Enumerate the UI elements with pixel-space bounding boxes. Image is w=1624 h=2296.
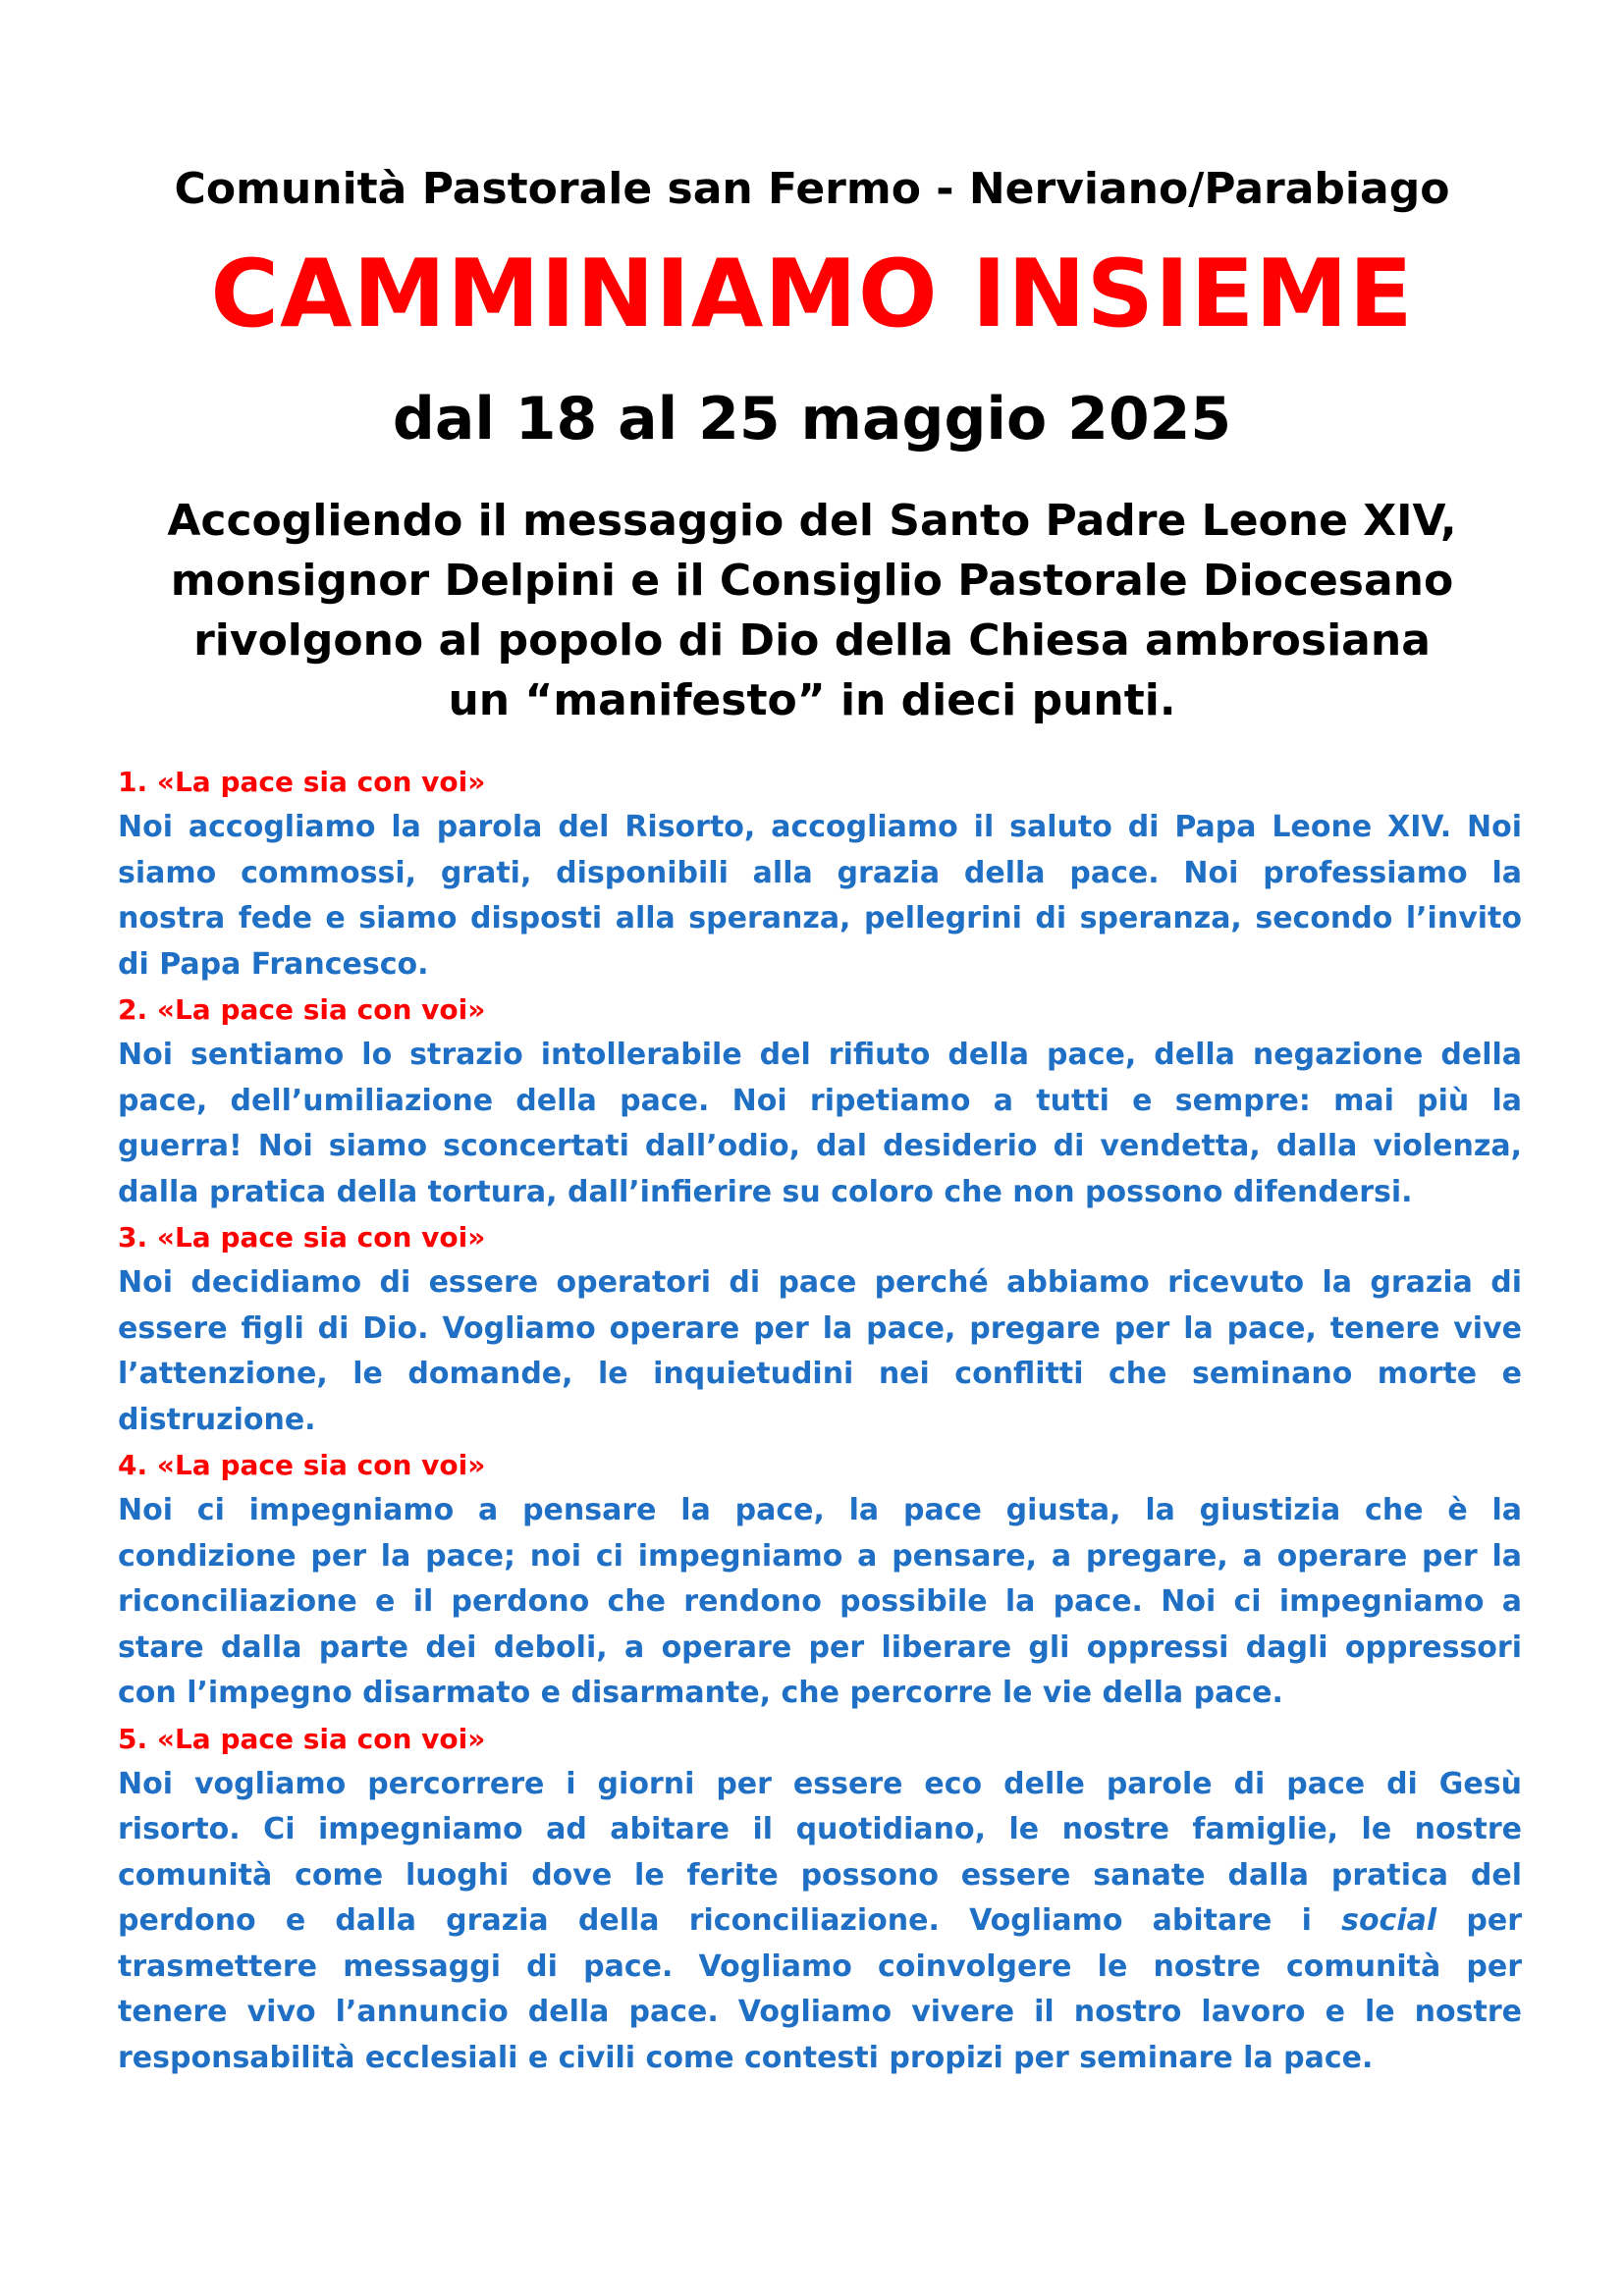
point-body: [118, 1260, 1522, 1443]
body-line: Noi vogliamo percorrere i giorni per essere eco delle parole di pace di Gesù: [118, 1766, 1522, 1801]
body-line: siamo commossi, grati, disponibili alla grazia della pace. Noi professiamo la: [118, 855, 1522, 890]
point-body: [118, 1488, 1522, 1717]
manifesto-points: [118, 760, 1522, 2081]
body-text: perdono e dalla grazia della riconciliazione. Vogliamo abitare i: [118, 1903, 1312, 1938]
body-line: comunità come luoghi dove le ferite possono essere sanate dalla pratica del: [118, 1857, 1522, 1893]
intro-line: Accogliendo il messaggio del Santo Padre Leone XIV,: [167, 496, 1457, 546]
italic-word: social: [1341, 1903, 1437, 1938]
point-heading: 1. «La pace sia con voi»: [118, 766, 486, 798]
point-heading: 4. «La pace sia con voi»: [118, 1449, 486, 1481]
body-line: guerra! Noi siamo sconcertati dall’odio, dal desiderio di vendetta, dalla violenza,: [118, 1129, 1522, 1163]
point-body: [118, 1033, 1522, 1215]
intro-line: monsignor Delpini e il Consiglio Pastorale Diocesano: [170, 556, 1454, 606]
event-dates: dal 18 al 25 maggio 2025: [392, 385, 1232, 454]
intro-line: un “manifesto” in dieci punti.: [448, 675, 1176, 725]
body-line: trasmettere messaggi di pace. Vogliamo coinvolgere le nostre comunità per: [118, 1949, 1522, 1984]
intro-line: rivolgono al popolo di Dio della Chiesa ambrosiana: [193, 615, 1431, 666]
point-body: [118, 805, 1522, 988]
body-line-with-italic: [118, 1898, 1522, 1945]
manifesto-point-1: [118, 760, 1522, 988]
body-line: distruzione.: [118, 1402, 316, 1437]
manifesto-point-5: [118, 1717, 1522, 2082]
body-line: condizione per la pace; noi ci impegniamo a pensare, a pregare, a operare per la: [118, 1538, 1522, 1574]
body-line: di Papa Francesco.: [118, 946, 429, 982]
body-text: per: [1466, 1903, 1522, 1938]
body-line: pace, dell’umiliazione della pace. Noi ripetiamo a tutti e sempre: mai più la: [118, 1083, 1522, 1118]
body-line: Noi decidiamo di essere operatori di pace perché abbiamo ricevuto la grazia di: [118, 1265, 1522, 1300]
body-line: l’attenzione, le domande, le inquietudini nei conflitti che seminano morte e: [118, 1357, 1522, 1391]
body-line: stare dalla parte dei deboli, a operare per liberare gli oppressi dagli oppressori: [118, 1629, 1522, 1665]
body-line: nostra fede e siamo disposti alla speranza, pellegrini di speranza, secondo l’invito: [118, 901, 1522, 935]
point-heading: 3. «La pace sia con voi»: [118, 1221, 486, 1254]
manifesto-point-2: [118, 988, 1522, 1215]
body-line: tenere vivo l’annuncio della pace. Vogliamo vivere il nostro lavoro e le nostre: [118, 1995, 1522, 2029]
manifesto-point-4: [118, 1443, 1522, 1717]
intro-paragraph: [118, 491, 1506, 730]
point-heading: 5. «La pace sia con voi»: [118, 1722, 486, 1755]
body-line: essere figli di Dio. Vogliamo operare per la pace, pregare per la pace, tenere vive: [118, 1310, 1522, 1346]
body-line: Noi accogliamo la parola del Risorto, accogliamo il saluto di Papa Leone XIV. Noi: [118, 810, 1522, 844]
body-line: responsabilità ecclesiali e civili come contesti propizi per seminare la pace.: [118, 2040, 1374, 2075]
main-title: CAMMINIAMO INSIEME: [210, 240, 1414, 348]
point-heading: 2. «La pace sia con voi»: [118, 993, 486, 1026]
point-body: [118, 1762, 1522, 2082]
body-line: riconciliazione e il perdono che rendono possibile la pace. Noi ci impegniamo a: [118, 1584, 1522, 1619]
body-line: Noi ci impegniamo a pensare la pace, la pace giusta, la giustizia che è la: [118, 1493, 1522, 1527]
manifesto-point-3: [118, 1215, 1522, 1443]
body-line: dalla pratica della tortura, dall’infierire su coloro che non possono difendersi.: [118, 1174, 1413, 1209]
body-line: Noi sentiamo lo strazio intollerabile del rifiuto della pace, della negazione della: [118, 1038, 1522, 1072]
body-line: con l’impegno disarmato e disarmante, che percorre le vie della pace.: [118, 1676, 1283, 1710]
body-line: risorto. Ci impegniamo ad abitare il quotidiano, le nostre famiglie, le nostre: [118, 1812, 1522, 1846]
community-name: Comunità Pastorale san Fermo - Nerviano/Parabiago: [174, 164, 1450, 214]
